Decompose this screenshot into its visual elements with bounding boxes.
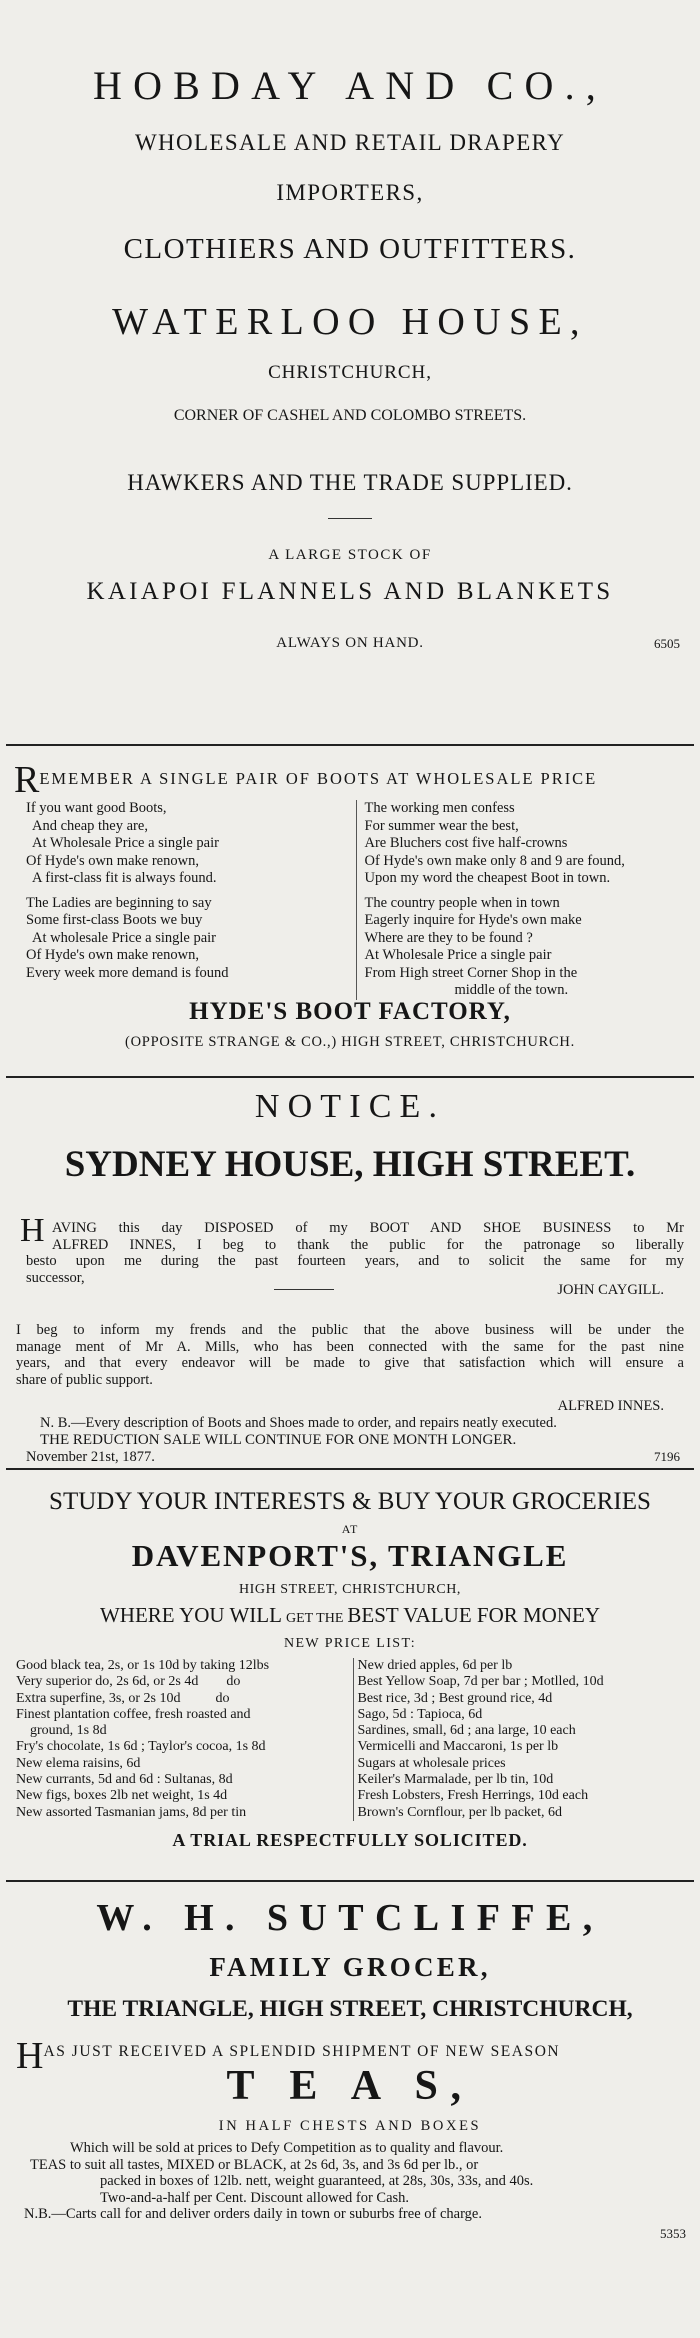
- hobday-corner: CORNER OF CASHEL AND COLOMBO STREETS.: [173, 407, 527, 424]
- sutcliffe-ad-number: 5353: [660, 2226, 686, 2241]
- hyde-verses-right: [357, 800, 695, 1000]
- section-rule: [6, 1880, 694, 1882]
- section-rule: [6, 1076, 694, 1078]
- price-item: New currants, 5d and 6d : Sultanas, 8d: [16, 1772, 233, 1788]
- para-line: I beg to inform my frends and the public that the above business will be under the: [16, 1322, 684, 1338]
- para-line: besto upon me during the past fourteen years, and to solicit the same for my: [26, 1253, 684, 1269]
- price-item: Keiler's Marmalade, per lb tin, 10d: [357, 1772, 554, 1788]
- hyde-factory-title: HYDE'S BOOT FACTORY,: [189, 998, 511, 1025]
- para-line: manage ment of Mr A. Mills, who has been connected with the same for the past nine: [16, 1338, 684, 1355]
- sutcliffe-dropcap: H: [16, 2035, 44, 2077]
- verse-line: Every week more demand is found: [26, 964, 229, 981]
- sydney-ad-number: 7196: [654, 1449, 680, 1464]
- notice-title: NOTICE.: [254, 1088, 446, 1125]
- hobday-stock-line: A LARGE STOCK OF: [268, 547, 432, 563]
- price-list-left: [6, 1658, 354, 1821]
- kaiapoi-line: KAIAPOI FLANNELS AND BLANKETS: [86, 578, 614, 605]
- price-item: Fresh Lobsters, Fresh Herrings, 10d each: [357, 1788, 589, 1804]
- price-item: Very superior do, 2s 6d, or 2s 4d do: [16, 1674, 241, 1690]
- sutcliffe-address: THE TRIANGLE, HIGH STREET, CHRISTCHURCH,: [67, 1996, 633, 2022]
- sutcliffe-nb: N.B.—Carts call for and deliver orders daily in town or suburbs free of charge.: [24, 2206, 482, 2223]
- davenport-trial-line: A TRIAL RESPECTFULLY SOLICITED.: [172, 1830, 528, 1850]
- verse-line: Of Hyde's own make only 8 and 9 are found,: [364, 852, 625, 869]
- hyde-address: (OPPOSITE STRANGE & CO.,) HIGH STREET, CHRISTCHURCH.: [125, 1034, 575, 1050]
- davenport-at: AT: [341, 1522, 359, 1536]
- price-item: Best rice, 3d ; Best ground rice, 4d: [357, 1690, 553, 1706]
- sydney-signature-innes: ALFRED INNES.: [557, 1398, 664, 1414]
- hobday-ad-number: 6505: [654, 636, 680, 651]
- verse-line: From High street Corner Shop in the: [364, 964, 578, 981]
- davenport-street: HIGH STREET, CHRISTCHURCH,: [239, 1582, 461, 1597]
- hobday-name: HOBDAY AND CO.,: [93, 63, 607, 108]
- hyde-headline-text: EMEMBER A SINGLE PAIR OF BOOTS AT WHOLESALE PRICE: [39, 769, 598, 788]
- sutcliffe-grocer: FAMILY GROCER,: [209, 1952, 491, 1982]
- sydney-para1: [6, 1212, 694, 1286]
- hobday-clothiers-line: CLOTHIERS AND OUTFITTERS.: [123, 233, 577, 265]
- hobday-divider: [328, 518, 372, 519]
- para-line: share of public support.: [16, 1371, 153, 1388]
- para-line: AVING this day DISPOSED of my BOOT AND SHOE BUSINESS to Mr: [52, 1220, 684, 1236]
- sutcliffe-line: TEAS to suit all tastes, MIXED or BLACK, at 2s 6d, 3s, and 3s 6d per lb., or: [30, 2156, 479, 2173]
- price-item: Vermicelli and Maccaroni, 1s per lb: [357, 1739, 559, 1755]
- price-item: Extra superfine, 3s, or 2s 10d do: [16, 1690, 230, 1706]
- para-line: successor,: [26, 1269, 85, 1286]
- sydney-signature-caygill: JOHN CAYGILL.: [557, 1282, 664, 1298]
- price-item: Best Yellow Soap, 7d per bar ; Motlled, 10d: [357, 1674, 604, 1690]
- sydney-sale-line: THE REDUCTION SALE WILL CONTINUE FOR ONE MONTH LONGER.: [40, 1432, 517, 1448]
- verse-line: Some first-class Boots we buy: [26, 912, 203, 928]
- para-line: years, and that every endeavor will be made to give that satisfaction which will ensure a: [16, 1355, 684, 1371]
- verse-line: At Wholesale Price a single pair: [32, 835, 219, 851]
- hyde-verses: [6, 800, 694, 1000]
- sutcliffe-teas: T E A S,: [226, 2063, 474, 2109]
- davenport-price-list-title: NEW PRICE LIST:: [283, 1636, 417, 1651]
- verse-line: The country people when in town: [364, 894, 560, 911]
- davenport-study-line: STUDY YOUR INTERESTS & BUY YOUR GROCERIES: [49, 1488, 651, 1515]
- price-item: Sago, 5d : Tapioca, 6d: [357, 1706, 483, 1722]
- hobday-city: CHRISTCHURCH,: [268, 362, 432, 383]
- hyde-dropcap: R: [14, 759, 40, 801]
- verse-line: Where are they to be found ?: [364, 929, 533, 946]
- value-part: BEST VALUE FOR MONEY: [347, 1603, 601, 1627]
- verse-line: For summer wear the best,: [364, 817, 519, 834]
- verse-line: The Ladies are beginning to say: [26, 894, 212, 911]
- verse-line: At wholesale Price a single pair: [32, 929, 217, 946]
- verse-line: The working men confess: [364, 800, 515, 816]
- sutcliffe-line: Two-and-a-half per Cent. Discount allowed for Cash.: [100, 2189, 410, 2206]
- price-item: Finest plantation coffee, fresh roasted and: [16, 1706, 251, 1722]
- verse-line: If you want good Boots,: [26, 800, 167, 816]
- verse-line: Of Hyde's own make renown,: [26, 947, 199, 963]
- price-item: ground, 1s 8d: [16, 1723, 107, 1739]
- hobday-hawkers-line: HAWKERS AND THE TRADE SUPPLIED.: [127, 470, 573, 495]
- sutcliffe-body: [24, 2140, 680, 2223]
- sydney-house-advertisement: [6, 1080, 694, 1520]
- value-part: GET THE: [285, 1611, 344, 1626]
- verse-line: Of Hyde's own make renown,: [26, 852, 199, 869]
- sutcliffe-line: Which will be sold at prices to Defy Competition as to quality and flavour.: [70, 2140, 504, 2156]
- hobday-always-line: ALWAYS ON HAND.: [276, 635, 424, 651]
- waterloo-house-title: WATERLOO HOUSE,: [112, 301, 588, 343]
- hobday-importers-line: IMPORTERS,: [276, 180, 424, 205]
- sutcliffe-advertisement: [6, 1884, 694, 2338]
- price-item: New dried apples, 6d per lb: [357, 1658, 513, 1673]
- hobday-wholesale-line: WHOLESALE AND RETAIL DRAPERY: [134, 130, 566, 155]
- sydney-date: November 21st, 1877.: [26, 1449, 155, 1465]
- davenport-value-line: [6, 1603, 694, 1628]
- hyde-headline: [14, 758, 686, 802]
- verse-line: A first-class fit is always found.: [32, 870, 217, 886]
- sydney-dropcap: H: [20, 1212, 45, 1249]
- sydney-para2: [6, 1322, 694, 1388]
- verse-line: Upon my word the cheapest Boot in town.: [364, 870, 611, 886]
- price-item: New elema raisins, 6d: [16, 1755, 141, 1771]
- sydney-nb: N. B.—Every description of Boots and Shoes made to order, and repairs neatly executed.: [40, 1415, 557, 1431]
- davenport-price-list: [6, 1658, 694, 1821]
- hyde-advertisement: [6, 748, 694, 1076]
- value-part: WHERE YOU WILL: [99, 1603, 282, 1627]
- verse-line: At Wholesale Price a single pair: [364, 947, 552, 963]
- price-item: New assorted Tasmanian jams, 8d per tin: [16, 1804, 247, 1820]
- sutcliffe-chests: IN HALF CHESTS AND BOXES: [218, 2118, 482, 2134]
- verse-line: Eagerly inquire for Hyde's own make: [364, 912, 582, 928]
- sydney-sig-rule: [274, 1289, 334, 1290]
- hobday-advertisement: [6, 0, 694, 772]
- sutcliffe-name: W. H. SUTCLIFFE,: [96, 1897, 604, 1939]
- davenport-name: DAVENPORT'S, TRIANGLE: [131, 1538, 569, 1573]
- verse-line: Are Bluchers cost five half-crowns: [364, 835, 568, 851]
- hyde-verses-left: [6, 800, 357, 1000]
- para-line: ALFRED INNES, I beg to thank the public for the patronage so liberally: [52, 1236, 684, 1253]
- price-item: New figs, boxes 2lb net weight, 1s 4d: [16, 1788, 228, 1804]
- price-item: Fry's chocolate, 1s 6d ; Taylor's cocoa, 1s 8d: [16, 1739, 266, 1755]
- price-item: Sardines, small, 6d ; ana large, 10 each: [357, 1723, 576, 1739]
- verse-line: And cheap they are,: [32, 817, 148, 834]
- price-item: Brown's Cornflour, per lb packet, 6d: [357, 1804, 563, 1820]
- price-list-right: [354, 1658, 695, 1821]
- sydney-house-title: SYDNEY HOUSE, HIGH STREET.: [64, 1144, 636, 1185]
- verse-line: middle of the town.: [454, 982, 569, 998]
- sutcliffe-received-text: AS JUST RECEIVED A SPLENDID SHIPMENT OF NEW SEASON: [43, 2043, 561, 2060]
- section-rule: [6, 744, 694, 746]
- sutcliffe-line: packed in boxes of 12lb. nett, weight guaranteed, at 28s, 30s, 33s, and 40s.: [100, 2173, 534, 2190]
- price-item: Sugars at wholesale prices: [357, 1755, 506, 1771]
- section-rule: [6, 1468, 694, 1470]
- price-item: Good black tea, 2s, or 1s 10d by taking 12lbs: [16, 1658, 270, 1673]
